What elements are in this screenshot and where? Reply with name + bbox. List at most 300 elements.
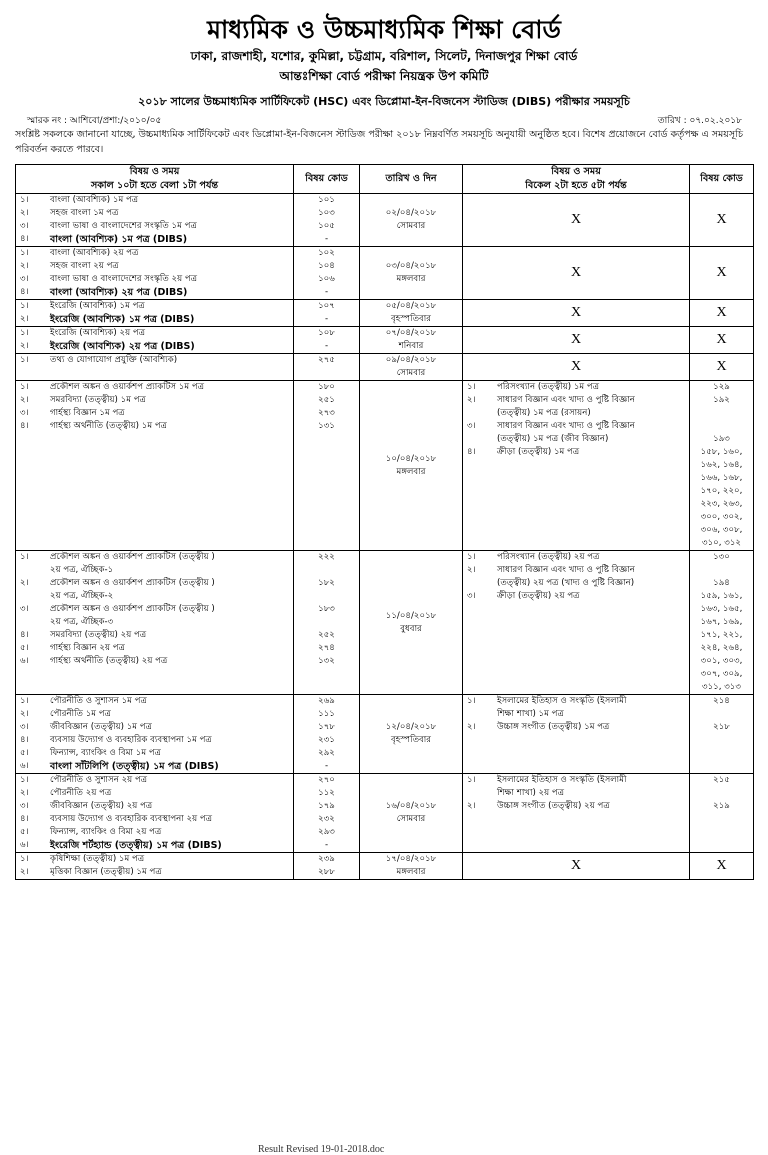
subject-code: - — [324, 314, 329, 324]
morning-subject-line — [16, 286, 293, 299]
morning-subject-line — [16, 233, 293, 246]
subject-code: ২৮৮ — [318, 867, 335, 877]
afternoon-subject-line — [463, 590, 689, 603]
subject-name: ইংরেজি (আবশ্যিক) ১ম পত্র (DIBS) — [50, 314, 195, 325]
afternoon-subject-line — [463, 551, 689, 564]
morning-subject-line — [16, 734, 293, 747]
morning-subject-list — [16, 247, 293, 299]
item-number: ৩। — [20, 722, 29, 732]
subject-code: ২৩৯ — [318, 854, 335, 864]
morning-subject-line — [16, 327, 293, 340]
item-number: ২। — [20, 261, 29, 271]
morning-codes-cell — [294, 300, 360, 327]
subject-code: ১৫৮, ১৬০, — [700, 447, 743, 457]
subject-code: ১০১ — [318, 195, 335, 205]
afternoon-subject-line — [463, 381, 689, 394]
subject-name: (তত্ত্বীয়) ১ম পত্র (রসায়ন) — [497, 408, 591, 418]
subject-name: গার্হস্থ্য অর্থনীতি (তত্ত্বীয়) ১ম পত্র — [50, 421, 167, 431]
item-number: ১। — [467, 696, 476, 706]
morning-subjects-cell — [16, 194, 294, 247]
header-date-day: তারিখ ও দিন — [360, 165, 463, 194]
item-number: ২। — [20, 341, 29, 351]
subject-code: ১৩১ — [318, 421, 335, 431]
intro-paragraph: সংশ্লিষ্ট সকলকে জানানো যাচ্ছে, উচ্চমাধ্যমিক সার্টিফিকেট এবং ডিপ্লোমা-ইন-বিজনেস স্টাডিজ পরীক্ষা ২০১৮ নিম্নবর্ণিত সময়সূচি অনুযায়ী অনুষ্ঠিত হবে। বিশেষ প্রয়োজনে বোর্ড কর্তৃপক্ষ এ সময়সূচি পরিবর্তন করতে পারবে। — [15, 129, 743, 155]
morning-subject-line — [16, 207, 293, 220]
table-row — [16, 381, 754, 551]
morning-subject-line — [16, 747, 293, 760]
no-afternoon-exam: X — [463, 247, 690, 300]
subject-name: সহজ বাংলা ২য় পত্র — [50, 261, 119, 271]
morning-codes-cell — [294, 774, 360, 853]
item-number: ১। — [20, 854, 29, 864]
morning-subjects-cell — [16, 774, 294, 853]
item-number — [463, 787, 497, 800]
subject-name: গার্হস্থ্য বিজ্ঞান ২য় পত্র — [50, 643, 125, 653]
subject-name: ইংরেজি (আবশ্যিক) ১ম পত্র — [50, 301, 145, 311]
morning-subject-line — [16, 551, 293, 564]
subject-code: ১০৮ — [318, 328, 335, 338]
item-number: ৩। — [467, 421, 476, 431]
exam-date-cell — [360, 300, 463, 327]
exam-date: ১১/০৪/২০১৮ — [385, 610, 437, 621]
morning-subjects-cell — [16, 247, 294, 300]
subject-code: ২২৩, ২৬৩, — [700, 499, 743, 509]
subject-name: উচ্চাঙ্গ সংগীত (তত্ত্বীয়) ১ম পত্র — [497, 722, 610, 732]
exam-date: ০৫/০৪/২০১৮ — [385, 301, 437, 311]
morning-subject-list — [16, 774, 293, 852]
morning-subject-line — [16, 260, 293, 273]
item-number: ৪। — [467, 447, 476, 457]
item-number: ১। — [20, 775, 29, 785]
subject-code: ১৮০ — [318, 382, 335, 392]
exam-date-cell — [360, 381, 463, 551]
item-number: ৩। — [467, 591, 476, 601]
subject-code: ২২৪, ২৬৪, — [700, 643, 743, 653]
item-number: ২। — [467, 565, 476, 575]
subject-code: ৩০৬, ৩০৮, — [700, 525, 743, 535]
subject-code: ১৬২, ১৬৪, — [700, 460, 743, 470]
exam-date: ১৭/০৪/২০১৮ — [385, 854, 437, 864]
item-number: ২। — [20, 788, 29, 798]
subject-name: বাংলা (আবশ্যিক) ২য় পত্র — [50, 248, 139, 258]
subject-name: প্রকৌশল অঙ্কন ও ওয়ার্কশপ প্র্যাকটিস (তত্ত্বীয় ) — [50, 552, 215, 562]
item-number: ১। — [20, 355, 29, 365]
exam-date: ১৬/০৪/২০১৮ — [385, 801, 437, 811]
morning-codes-cell — [294, 327, 360, 354]
subject-code: ১৭৮ — [318, 722, 335, 732]
item-number: ৫। — [20, 643, 29, 653]
exam-day: বৃহস্পতিবার — [390, 314, 432, 324]
morning-subject-line — [16, 407, 293, 420]
morning-subject-line — [16, 577, 293, 590]
subject-name: সমরবিদ্যা (তত্ত্বীয়) ১ম পত্র — [50, 395, 146, 405]
subject-name: তথ্য ও যোগাযোগ প্রযুক্তি (আবশ্যিক) — [50, 355, 178, 365]
item-number: ৬। — [20, 656, 29, 666]
morning-subject-line — [16, 394, 293, 407]
exam-day: মঙ্গলবার — [396, 867, 426, 877]
morning-subjects-cell — [16, 551, 294, 695]
subject-code: ২১৫ — [713, 775, 730, 785]
subject-code: ৩১১, ৩১৩ — [702, 682, 741, 692]
subject-code: ১৫৯, ১৬১, — [700, 591, 743, 601]
afternoon-subject-line — [463, 433, 689, 446]
subject-code — [690, 708, 753, 721]
item-number — [463, 708, 497, 721]
subject-code: ৩০০, ৩০২, — [700, 512, 743, 522]
schedule-title: ২০১৮ সালের উচ্চমাধ্যমিক সার্টিফিকেট (HSC) এবং ডিপ্লোমা-ইন-বিজনেস স্টাডিজ (DIBS) পরীক্ষার সময়সূচি — [138, 95, 630, 108]
item-number — [16, 616, 50, 629]
item-number: ৪। — [20, 630, 29, 640]
table-row — [16, 327, 754, 354]
item-number: ২। — [467, 801, 476, 811]
boards-list: ঢাকা, রাজশাহী, যশোর, কুমিল্লা, চট্টগ্রাম, বরিশাল, সিলেট, দিনাজপুর শিক্ষা বোর্ড — [190, 49, 578, 63]
afternoon-subject-line — [463, 721, 689, 734]
subject-code: ২৯২ — [318, 748, 335, 758]
exam-day: সোমবার — [396, 221, 426, 231]
exam-date-cell — [360, 853, 463, 880]
subject-code: - — [324, 840, 329, 850]
subject-code: ২৭৫ — [318, 355, 335, 365]
subject-name: সাধারণ বিজ্ঞান এবং খাদ্য ও পুষ্টি বিজ্ঞান — [497, 395, 635, 405]
no-afternoon-exam: X — [463, 853, 690, 880]
subject-name: প্রকৌশল অঙ্কন ও ওয়ার্কশপ প্র্যাকটিস ১ম পত্র — [50, 382, 205, 392]
item-number: ২। — [467, 722, 476, 732]
item-number: ২। — [20, 208, 29, 218]
morning-codes-cell — [294, 381, 360, 551]
item-number: ২। — [20, 395, 29, 405]
afternoon-subject-list — [463, 774, 689, 813]
morning-subject-list — [16, 354, 293, 367]
subject-code: ১০৩ — [318, 208, 335, 218]
afternoon-subjects-cell — [463, 695, 690, 774]
subject-code — [690, 564, 753, 577]
subject-name: বাংলা ভাষা ও বাংলাদেশের সংস্কৃতি ২য় পত্র — [50, 274, 198, 284]
memo-number: স্মারক নং : আশিবো/প্রশা:/২০১০/০৫ — [27, 116, 162, 126]
item-number: ১। — [467, 552, 476, 562]
subject-code: ১৯৪ — [713, 578, 730, 588]
exam-date-cell — [360, 354, 463, 381]
morning-codes-cell — [294, 695, 360, 774]
header-code: বিষয় কোড — [294, 165, 360, 194]
morning-subject-line — [16, 695, 293, 708]
subject-code: ১৩০ — [713, 552, 730, 562]
item-number: ২। — [20, 578, 29, 588]
header-morning-time: সকাল ১০টা হতে বেলা ১টা পর্যন্ত — [90, 180, 219, 191]
subject-code — [294, 564, 359, 577]
exam-day: শনিবার — [398, 341, 424, 351]
morning-subject-line — [16, 313, 293, 326]
subject-name: সাধারণ বিজ্ঞান এবং খাদ্য ও পুষ্টি বিজ্ঞান — [497, 565, 635, 575]
subject-code: ১১২ — [318, 788, 335, 798]
subject-code: ২৫১ — [318, 395, 335, 405]
subject-code: - — [324, 234, 329, 244]
subject-code: ২৯৩ — [318, 827, 335, 837]
subject-name: বাংলা সাঁটলিপি (তত্ত্বীয়) ১ম পত্র (DIBS) — [50, 761, 219, 772]
subject-name: সাধারণ বিজ্ঞান এবং খাদ্য ও পুষ্টি বিজ্ঞান — [497, 421, 635, 431]
item-number: ৪। — [20, 287, 29, 297]
subject-code: ১০৪ — [318, 261, 335, 271]
subject-code: - — [324, 287, 329, 297]
morning-subject-list — [16, 194, 293, 246]
subject-name: গার্হস্থ্য অর্থনীতি (তত্ত্বীয়) ২য় পত্র — [50, 656, 168, 666]
morning-subject-line — [16, 616, 293, 629]
morning-subject-line — [16, 354, 293, 367]
header-subject-time: বিষয় ও সময় — [129, 166, 180, 177]
table-row — [16, 300, 754, 327]
morning-subject-line — [16, 760, 293, 773]
item-number: ১। — [20, 552, 29, 562]
subject-name: ২য় পত্র, ঐচ্ছিক-২ — [50, 591, 114, 601]
subject-code: ১৬৩, ১৬৫, — [700, 604, 743, 614]
subject-name: ফিন্যান্স, ব্যাংকিং ও বিমা ২য় পত্র — [50, 827, 162, 837]
footnote: Result Revised 19-01-2018.doc — [258, 1144, 385, 1155]
morning-subject-line — [16, 655, 293, 668]
morning-subject-line — [16, 708, 293, 721]
item-number: ৪। — [20, 234, 29, 244]
morning-codes-cell — [294, 194, 360, 247]
morning-subjects-cell — [16, 354, 294, 381]
item-number: ৫। — [20, 748, 29, 758]
morning-subject-list — [16, 327, 293, 353]
subject-code — [690, 420, 753, 433]
subject-name: জীববিজ্ঞান (তত্ত্বীয়) ২য় পত্র — [50, 801, 153, 811]
afternoon-subject-line — [463, 695, 689, 708]
no-afternoon-code: X — [690, 354, 754, 381]
morning-subject-line — [16, 381, 293, 394]
exam-date-cell — [360, 774, 463, 853]
table-row — [16, 853, 754, 880]
subject-code: ১০৬ — [318, 274, 335, 284]
subject-code: ৩০১, ৩০৩, — [700, 656, 743, 666]
item-number: ৩। — [20, 221, 29, 231]
morning-subject-line — [16, 813, 293, 826]
morning-subject-line — [16, 721, 293, 734]
item-number: ৪। — [20, 421, 29, 431]
subject-name: বাংলা ভাষা ও বাংলাদেশের সংস্কৃতি ১ম পত্র — [50, 221, 197, 231]
subject-code: ২৩২ — [318, 814, 335, 824]
subject-code: ১৯২ — [713, 395, 730, 405]
morning-subject-list — [16, 695, 293, 773]
item-number — [463, 433, 497, 446]
committee-name: আন্তঃশিক্ষা বোর্ড পরীক্ষা নিয়ন্ত্রক উপ কমিটি — [279, 69, 489, 83]
exam-date: ০৯/০৪/২০১৮ — [385, 355, 437, 365]
subject-code — [294, 616, 359, 629]
table-row — [16, 551, 754, 695]
exam-day: মঙ্গলবার — [396, 274, 426, 284]
item-number: ৪। — [20, 735, 29, 745]
subject-name: শিক্ষা শাখা) ১ম পত্র — [497, 709, 564, 719]
header-afternoon-time: বিকেল ২টা হতে ৫টা পর্যন্ত — [525, 180, 627, 191]
exam-date-cell — [360, 695, 463, 774]
morning-codes-cell — [294, 247, 360, 300]
no-afternoon-exam: X — [463, 354, 690, 381]
subject-name: পৌরনীতি ও সুশাসন ১ম পত্র — [50, 696, 147, 706]
subject-name: ব্যবসায় উদ্যোগ ও ব্যবহারিক ব্যবস্থাপনা ২য় পত্র — [50, 814, 213, 824]
subject-name: ইংরেজি (আবশ্যিক) ২য় পত্র — [50, 328, 146, 338]
afternoon-subject-line — [463, 800, 689, 813]
no-afternoon-code: X — [690, 853, 754, 880]
morning-subject-line — [16, 220, 293, 233]
subject-code: - — [324, 341, 329, 351]
header-code-2: বিষয় কোড — [690, 165, 754, 194]
subject-code: ২২২ — [318, 552, 335, 562]
subject-code: ২১৮ — [713, 722, 730, 732]
afternoon-subject-line — [463, 420, 689, 433]
morning-subjects-cell — [16, 300, 294, 327]
header-morning — [16, 165, 294, 194]
subject-code: - — [324, 761, 329, 771]
subject-code: ৩০৭, ৩০৯, — [700, 669, 743, 679]
item-number: ১। — [467, 382, 476, 392]
exam-day: সোমবার — [396, 814, 426, 824]
exam-date-cell — [360, 327, 463, 354]
no-afternoon-code: X — [690, 300, 754, 327]
item-number: ২। — [20, 314, 29, 324]
item-number: ১। — [20, 248, 29, 258]
subject-code: ২৬৯ — [318, 696, 335, 706]
subject-name: ইংরেজি (আবশ্যিক) ২য় পত্র (DIBS) — [50, 341, 195, 352]
morning-subject-line — [16, 642, 293, 655]
afternoon-codes-cell — [690, 381, 754, 551]
subject-name: ইংরেজি শর্টহ্যান্ড (তত্ত্বীয়) ১ম পত্র (DIBS) — [50, 840, 222, 851]
afternoon-subject-line — [463, 774, 689, 787]
morning-codes-cell — [294, 551, 360, 695]
item-number: ৫। — [20, 827, 29, 837]
morning-codes-cell — [294, 354, 360, 381]
subject-name: ২য় পত্র, ঐচ্ছিক-৩ — [50, 617, 114, 627]
item-number: ১। — [20, 195, 29, 205]
afternoon-subjects-cell — [463, 551, 690, 695]
subject-name: বাংলা (আবশ্যিক) ২য় পত্র (DIBS) — [50, 287, 188, 298]
no-afternoon-exam: X — [463, 300, 690, 327]
subject-name: জীববিজ্ঞান (তত্ত্বীয়) ১ম পত্র — [50, 722, 152, 732]
exam-date: ০২/০৪/২০১৮ — [385, 208, 437, 218]
item-number: ৩। — [20, 604, 29, 614]
table-row — [16, 354, 754, 381]
subject-code: ২১৪ — [713, 696, 730, 706]
subject-name: পরিসংখ্যান (তত্ত্বীয়) ১ম পত্র — [497, 382, 600, 392]
morning-subjects-cell — [16, 695, 294, 774]
morning-subject-line — [16, 800, 293, 813]
subject-code: ১৬৬, ১৬৮, — [700, 473, 743, 483]
afternoon-subject-line — [463, 787, 689, 800]
item-number: ১। — [20, 382, 29, 392]
item-number: ৬। — [20, 840, 29, 850]
item-number: ২। — [20, 709, 29, 719]
morning-subject-line — [16, 826, 293, 839]
morning-subject-line — [16, 300, 293, 313]
subject-name: বাংলা (আবশ্যিক) ১ম পত্র (DIBS) — [50, 234, 188, 245]
afternoon-subjects-cell — [463, 381, 690, 551]
subject-code: ১০২ — [318, 248, 335, 258]
no-afternoon-exam: X — [463, 194, 690, 247]
morning-subject-line — [16, 774, 293, 787]
morning-subject-line — [16, 629, 293, 642]
subject-name: পৌরনীতি ১ম পত্র — [50, 709, 111, 719]
subject-name: সহজ বাংলা ১ম পত্র — [50, 208, 119, 218]
afternoon-subject-line — [463, 564, 689, 577]
morning-subject-line — [16, 340, 293, 353]
afternoon-subject-list — [463, 551, 689, 603]
afternoon-codes-cell — [690, 695, 754, 774]
subject-code: ১২৯ — [713, 382, 730, 392]
subject-code: ১৯৩ — [713, 434, 730, 444]
afternoon-subject-line — [463, 708, 689, 721]
subject-name: ব্যবসায় উদ্যোগ ও ব্যবহারিক ব্যবস্থাপনা ১ম পত্র — [50, 735, 212, 745]
afternoon-subject-line — [463, 446, 689, 459]
afternoon-subject-line — [463, 577, 689, 590]
subject-name: ক্রীড়া (তত্ত্বীয়) ১ম পত্র — [497, 447, 580, 457]
subject-name: (তত্ত্বীয়) ১ম পত্র (জীব বিজ্ঞান) — [497, 434, 609, 444]
subject-name: উচ্চাঙ্গ সংগীত (তত্ত্বীয়) ২য় পত্র — [497, 801, 610, 811]
morning-subject-line — [16, 603, 293, 616]
subject-code: ১১১ — [318, 709, 335, 719]
subject-code: ২৭৩ — [318, 408, 335, 418]
item-number — [463, 577, 497, 590]
morning-subject-list — [16, 853, 293, 879]
subject-name: পরিসংখ্যান (তত্ত্বীয়) ২য় পত্র — [497, 552, 600, 562]
subject-code — [690, 407, 753, 420]
table-row — [16, 247, 754, 300]
header-afternoon — [463, 165, 690, 194]
item-number: ৬। — [20, 761, 29, 771]
subject-name: পৌরনীতি ২য় পত্র — [50, 788, 112, 798]
afternoon-codes-cell — [690, 774, 754, 853]
subject-code: ১৭৯ — [318, 801, 335, 811]
no-afternoon-code: X — [690, 247, 754, 300]
subject-name: ইসলামের ইতিহাস ও সংস্কৃতি (ইসলামী — [497, 696, 627, 706]
morning-subject-line — [16, 839, 293, 852]
table-row — [16, 774, 754, 853]
subject-code: ২৭০ — [318, 775, 335, 785]
afternoon-subject-list — [463, 381, 689, 459]
morning-subject-line — [16, 590, 293, 603]
item-number: ২। — [20, 867, 29, 877]
subject-name: কৃষিশিক্ষা (তত্ত্বীয়) ১ম পত্র — [50, 854, 145, 864]
morning-subject-line — [16, 866, 293, 879]
no-afternoon-code: X — [690, 194, 754, 247]
item-number: ১। — [20, 328, 29, 338]
subject-code: ১০৭ — [318, 301, 335, 311]
subject-name: প্রকৌশল অঙ্কন ও ওয়ার্কশপ প্র্যাকটিস (তত্ত্বীয় ) — [50, 604, 215, 614]
morning-subject-line — [16, 273, 293, 286]
morning-subject-list — [16, 551, 293, 668]
subject-code: ১০৫ — [318, 221, 335, 231]
exam-date-cell — [360, 247, 463, 300]
morning-subjects-cell — [16, 327, 294, 354]
exam-date-cell — [360, 194, 463, 247]
subject-code: ১৭০, ২২০, — [700, 486, 743, 496]
item-number: ১। — [20, 301, 29, 311]
subject-code — [690, 787, 753, 800]
subject-code — [294, 590, 359, 603]
table-row — [16, 695, 754, 774]
issue-date: তারিখ : ০৭.০২.২০১৮ — [657, 116, 742, 126]
item-number: ১। — [467, 775, 476, 785]
subject-code: ১৮২ — [318, 578, 335, 588]
afternoon-subjects-cell — [463, 774, 690, 853]
subject-name: ইসলামের ইতিহাস ও সংস্কৃতি (ইসলামী — [497, 775, 627, 785]
item-number — [463, 407, 497, 420]
subject-name: ২য় পত্র, ঐচ্ছিক-১ — [50, 565, 114, 575]
exam-date: ১২/০৪/২০১৮ — [385, 722, 437, 732]
no-afternoon-code: X — [690, 327, 754, 354]
exam-date-cell — [360, 551, 463, 695]
table-header-row — [16, 165, 754, 194]
subject-code: ২৩১ — [318, 735, 335, 745]
exam-date: ০৭/০৪/২০১৮ — [385, 328, 437, 338]
morning-subject-line — [16, 564, 293, 577]
